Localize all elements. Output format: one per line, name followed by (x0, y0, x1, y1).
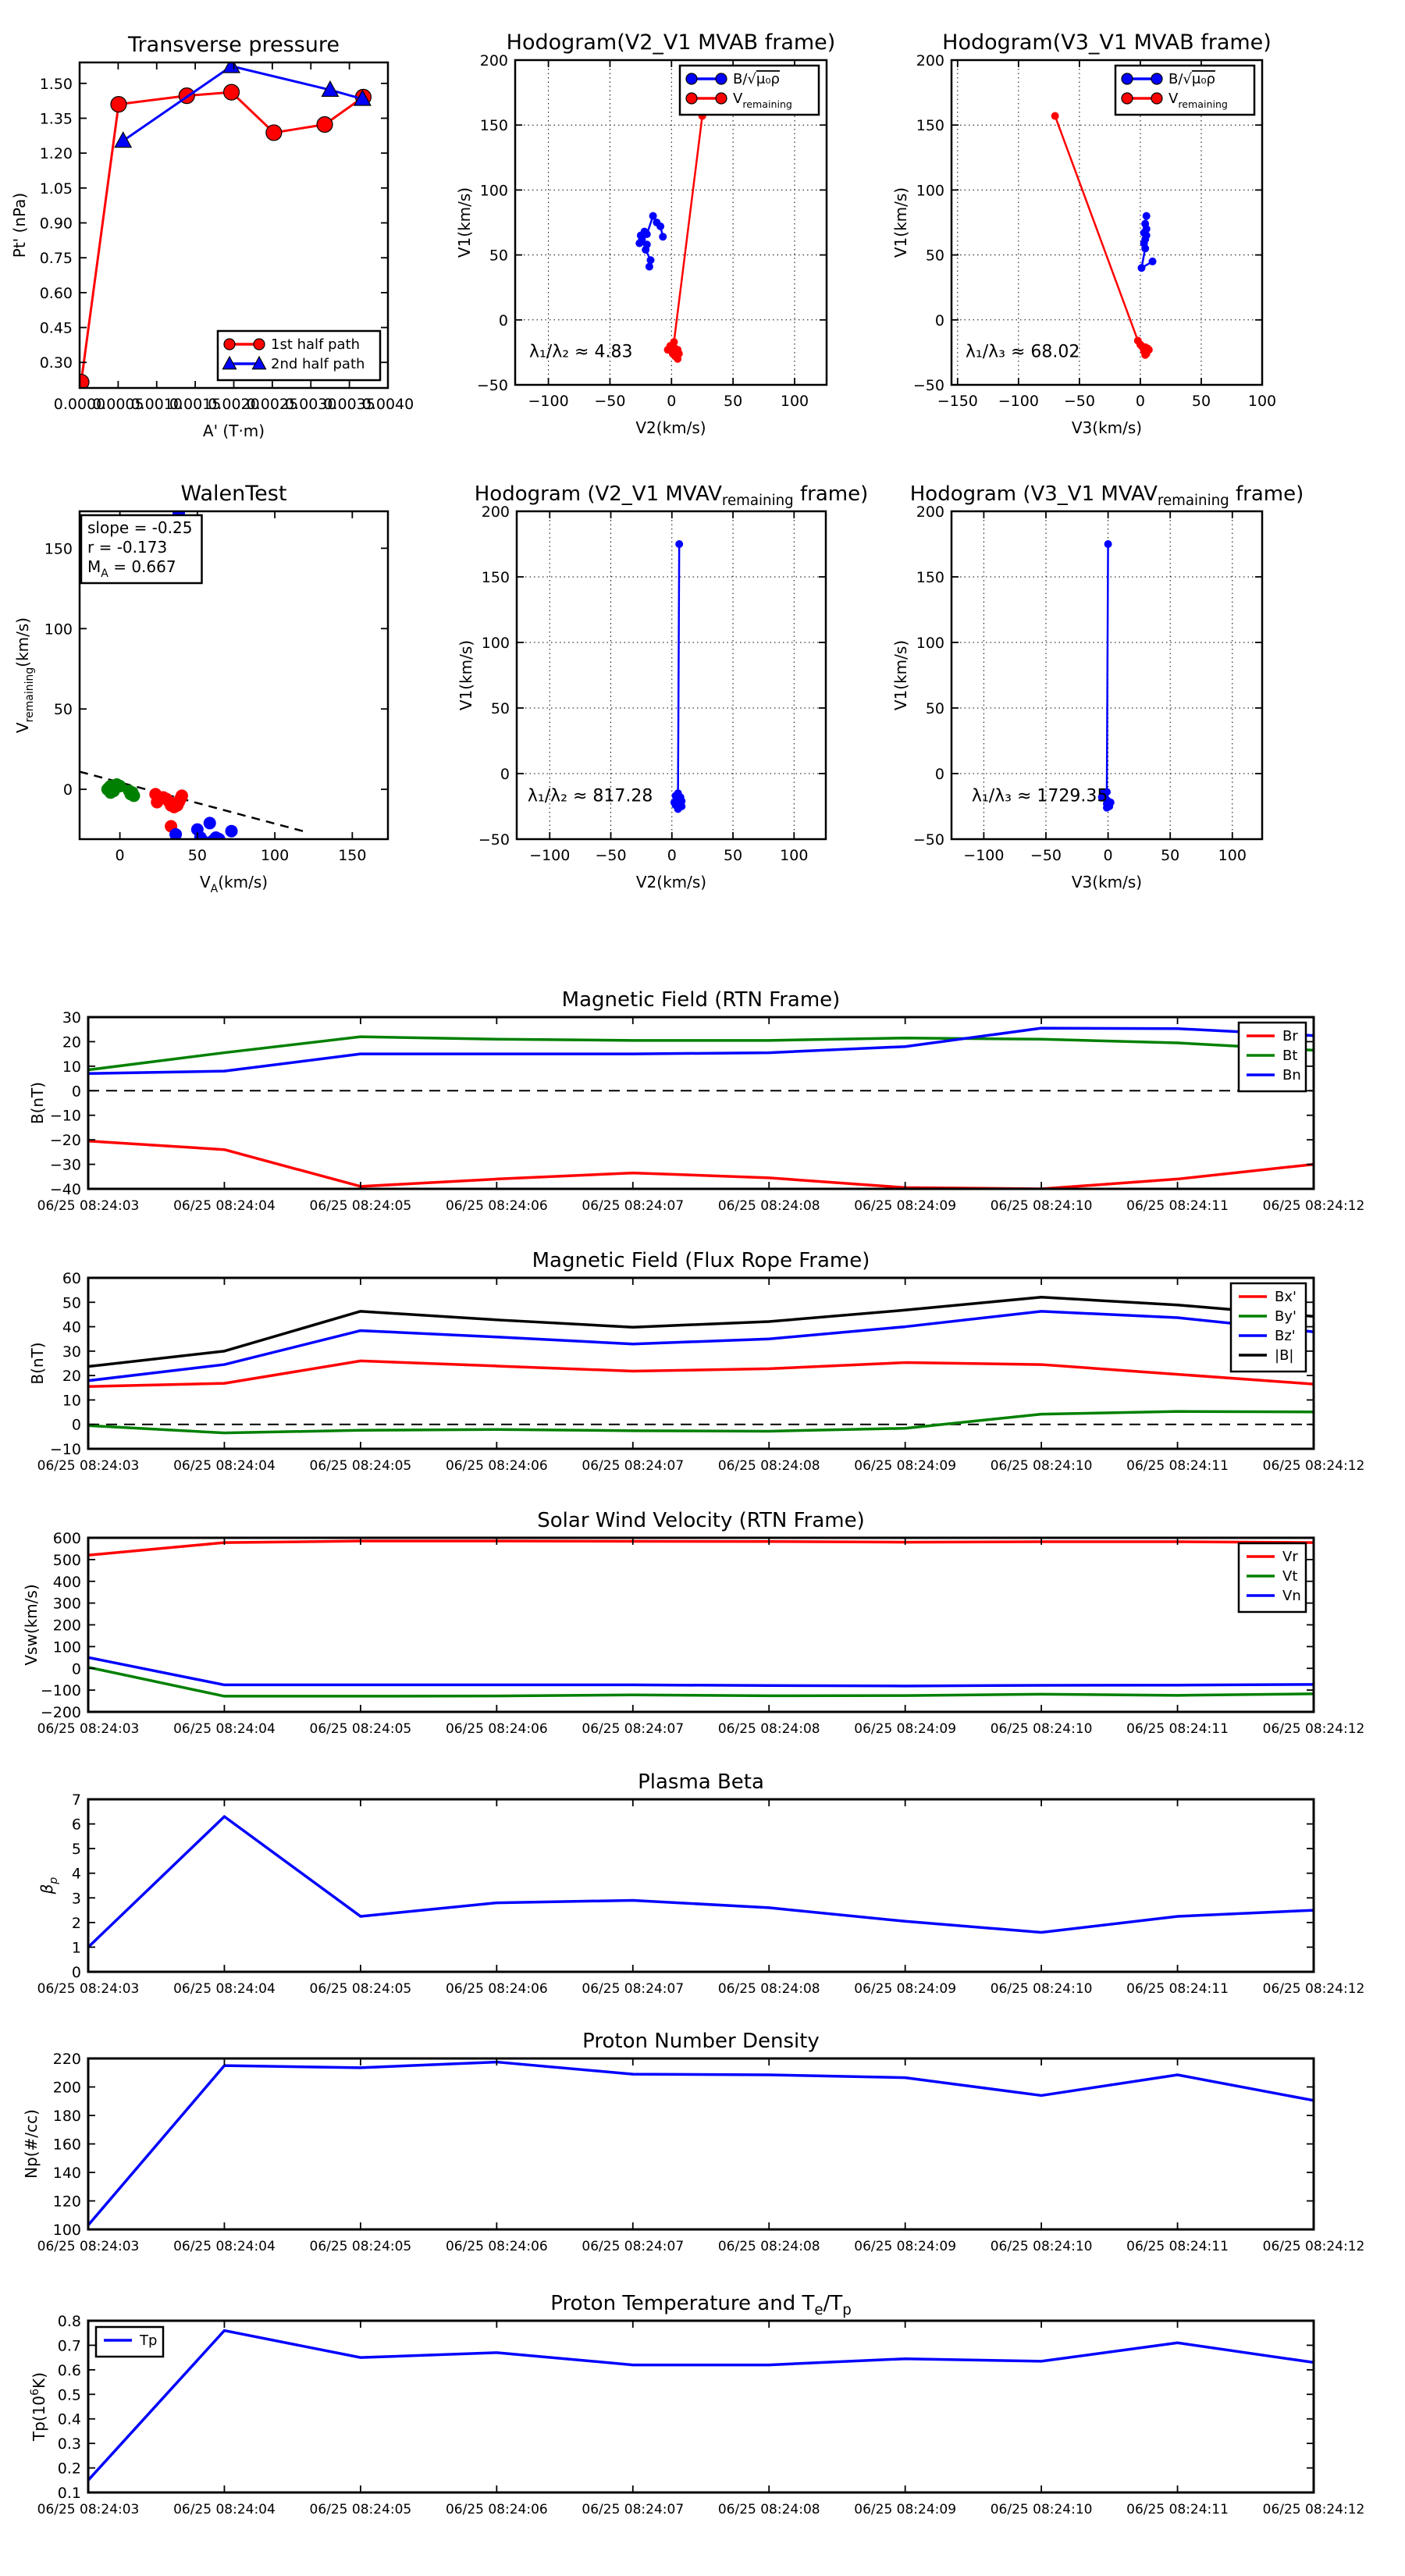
x-tick-label: 06/25 08:24:11 (1126, 1721, 1229, 1737)
legend-label-tp: Tp (140, 2332, 158, 2349)
x-axis (529, 511, 808, 864)
x-axis-label: V2(km/s) (635, 873, 707, 891)
y-axis-label: V1(km/s) (891, 639, 910, 711)
legend (1239, 1543, 1306, 1612)
x-tick-label: 100 (1218, 847, 1247, 864)
y-tick-label: 1.50 (39, 75, 73, 93)
y-tick-label: 4 (71, 1865, 81, 1883)
y-axis-label: B(nT) (28, 1342, 47, 1385)
y-axis (41, 1530, 1314, 1721)
annotation: λ₁/λ₂ ≈ 817.28 (527, 786, 653, 806)
x-tick-label: 100 (260, 847, 290, 864)
y-tick-label: −200 (40, 1704, 81, 1721)
x-tick-label: 50 (187, 847, 207, 864)
series-vt (88, 1667, 1314, 1696)
x-tick-label: 06/25 08:24:03 (37, 1198, 140, 1214)
x-tick-label: 06/25 08:24:04 (173, 1721, 276, 1737)
y-tick-label: 50 (53, 701, 73, 719)
x-tick-label: −100 (998, 393, 1039, 410)
x-tick-label: 06/25 08:24:09 (854, 1721, 957, 1737)
x-tick-label: 06/25 08:24:12 (1262, 2239, 1365, 2254)
x-tick-label: 06/25 08:24:09 (854, 1981, 957, 1997)
y-tick-label: 180 (52, 2108, 81, 2125)
x-tick-label: 0.0015 (169, 396, 222, 413)
x-tick-label: 06/25 08:24:06 (445, 1981, 548, 1997)
x-tick-label: 0.0005 (92, 396, 144, 413)
y-axis-label: Pt' (nPa) (10, 192, 29, 258)
y-tick-label: 0.90 (39, 215, 73, 233)
y-axis-label: Vsw(km/s) (22, 1584, 41, 1666)
x-tick-label: 0.0000 (53, 396, 106, 413)
stats-line: $M_A = 0.667$ (87, 557, 176, 580)
x-tick-label: 150 (338, 847, 367, 864)
y-tick-label: −50 (476, 377, 508, 394)
x-tick-label: 06/25 08:24:11 (1126, 2502, 1229, 2517)
x-tick-label: 06/25 08:24:08 (717, 1458, 820, 1474)
y-axis-label: $Tp(10^6K)$ (29, 2371, 48, 2442)
y-axis (58, 2313, 1314, 2502)
legend-label-by: By' (1275, 1308, 1297, 1325)
x-tick-label: 0.0040 (361, 396, 414, 413)
series-bn (88, 1028, 1314, 1073)
x-tick-label: 50 (724, 393, 743, 410)
y-tick-label: 160 (52, 2136, 81, 2154)
x-tick-label: 50 (1161, 847, 1180, 864)
x-tick-label: 06/25 08:24:09 (854, 2502, 957, 2517)
x-tick-label: 06/25 08:24:11 (1126, 1198, 1229, 1214)
y-tick-label: 220 (52, 2051, 81, 2068)
x-axis-label: V2(km/s) (635, 418, 706, 437)
y-tick-label: 0.60 (39, 284, 73, 302)
x-tick-label: 06/25 08:24:10 (990, 1198, 1093, 1214)
x-tick-label: 06/25 08:24:06 (445, 2502, 548, 2517)
title: Proton Temperature and $T_e/T_p$ (550, 2292, 852, 2318)
series-vr (88, 1541, 1314, 1555)
title: Magnetic Field (Flux Rope Frame) (532, 1249, 870, 1272)
y-tick-label: 0.5 (57, 2386, 81, 2404)
title: Magnetic Field (RTN Frame) (561, 988, 841, 1012)
y-tick-label: 500 (52, 1551, 81, 1569)
x-tick-label: 0.0030 (285, 396, 337, 413)
x-axis (963, 511, 1247, 864)
legend-label-bz: Bz' (1275, 1328, 1296, 1344)
x-tick-label: 06/25 08:24:03 (37, 1458, 140, 1474)
legend (1115, 66, 1254, 115)
x-tick-label: 06/25 08:24:06 (445, 1198, 548, 1214)
x-tick-label: 06/25 08:24:12 (1262, 1198, 1365, 1214)
series-v-remaining (1051, 112, 1153, 359)
x-tick-label: 06/25 08:24:03 (37, 1981, 140, 1997)
stats-line: slope = -0.25 (87, 518, 193, 537)
y-tick-label: 0.6 (57, 2361, 81, 2379)
stats-box (81, 515, 202, 583)
x-tick-label: 100 (780, 847, 809, 864)
legend-label-1st-half-path: 1st half path (271, 336, 361, 353)
y-tick-label: −50 (912, 377, 944, 394)
legend (680, 66, 819, 115)
y-axis-label: V1(km/s) (891, 187, 910, 258)
series-vn (88, 1657, 1314, 1686)
x-tick-label: 06/25 08:24:09 (854, 1458, 957, 1474)
x-axis (37, 1799, 1365, 1997)
annotation: λ₁/λ₂ ≈ 4.83 (528, 342, 633, 362)
y-tick-label: 0 (498, 311, 508, 329)
y-tick-label: 3 (71, 1890, 81, 1908)
x-tick-label: 0 (667, 393, 677, 410)
y-tick-label: 0.75 (39, 250, 73, 268)
y-tick-label: −30 (49, 1156, 81, 1174)
chart-np (22, 2030, 1364, 2254)
y-tick-label: 200 (916, 503, 944, 521)
x-tick-label: 06/25 08:24:05 (309, 1721, 412, 1737)
x-tick-label: 06/25 08:24:04 (173, 2239, 276, 2254)
legend (96, 2327, 163, 2357)
title: WalenTest (180, 482, 287, 506)
y-tick-label: 0.45 (39, 319, 73, 337)
y-tick-label: 0.3 (57, 2435, 81, 2453)
x-tick-label: 100 (780, 393, 809, 410)
x-tick-label: 06/25 08:24:05 (309, 2502, 412, 2517)
y-axis-label: $V_{remaining}(km/s)$ (13, 617, 36, 734)
y-tick-label: 150 (916, 117, 944, 135)
x-axis (37, 1278, 1365, 1474)
y-axis (72, 1791, 1314, 1981)
title: Hodogram(V2_V1 MVAB frame) (506, 30, 836, 55)
legend-label-2nd-half-path: 2nd half path (271, 356, 365, 372)
x-tick-label: 0 (667, 847, 677, 864)
x-tick-label: 06/25 08:24:05 (309, 1458, 412, 1474)
series-tp (88, 2331, 1314, 2481)
y-tick-label: 0.7 (57, 2337, 81, 2355)
y-tick-label: 10 (62, 1058, 81, 1076)
x-tick-label: 06/25 08:24:06 (445, 1721, 548, 1737)
y-tick-label: 50 (925, 247, 944, 265)
y-tick-label: 1 (71, 1939, 81, 1957)
legend-label-vt: Vt (1282, 1568, 1298, 1585)
y-tick-label: 200 (52, 2079, 81, 2097)
x-axis (37, 1017, 1365, 1214)
y-tick-label: 6 (71, 1816, 81, 1834)
chart-walen-test (13, 482, 388, 895)
y-axis-label: $\beta_p$ (37, 1877, 60, 1895)
y-tick-label: 1.20 (39, 145, 73, 163)
x-tick-label: 06/25 08:24:05 (309, 1198, 412, 1214)
x-tick-label: 06/25 08:24:06 (445, 1458, 548, 1474)
x-tick-label: 06/25 08:24:12 (1262, 1458, 1365, 1474)
x-tick-label: 06/25 08:24:10 (990, 1721, 1093, 1737)
axes-frame (88, 1799, 1314, 1972)
x-tick-label: 06/25 08:24:10 (990, 1981, 1093, 1997)
legend (218, 331, 380, 380)
legend-label-b: |B| (1275, 1347, 1294, 1364)
chart-b-fr (28, 1249, 1364, 1474)
x-tick-label: −100 (963, 847, 1005, 864)
x-tick-label: 100 (1247, 393, 1277, 410)
x-tick-label: −100 (529, 847, 571, 864)
y-tick-label: 100 (916, 182, 944, 200)
x-tick-label: 06/25 08:24:11 (1126, 1458, 1229, 1474)
y-tick-label: −10 (49, 1441, 81, 1458)
y-tick-label: 1.35 (39, 110, 73, 128)
x-tick-label: 06/25 08:24:04 (173, 1198, 276, 1214)
stats-line: r = -0.173 (87, 538, 168, 557)
y-tick-label: 0 (71, 1660, 81, 1678)
y-tick-label: 7 (71, 1791, 81, 1809)
series-v-path (670, 540, 685, 813)
y-axis (50, 1009, 1314, 1198)
chart-b-rtn (28, 988, 1364, 1214)
y-tick-label: −10 (49, 1107, 81, 1125)
y-tick-label: 0 (71, 1416, 81, 1434)
annotation: λ₁/λ₃ ≈ 68.02 (965, 342, 1080, 362)
x-tick-label: 50 (1191, 393, 1211, 410)
x-tick-label: 06/25 08:24:07 (582, 1458, 685, 1474)
chart-hodogram-v3v1-mvab (891, 30, 1276, 437)
x-tick-label: 50 (723, 847, 743, 864)
y-tick-label: 0.8 (57, 2313, 81, 2330)
y-axis (40, 76, 388, 372)
series-red-points (149, 788, 188, 832)
annotation: λ₁/λ₃ ≈ 1729.35 (971, 786, 1108, 806)
x-axis-label: V3(km/s) (1071, 873, 1143, 891)
legend (1239, 1023, 1306, 1091)
legend (1231, 1283, 1306, 1372)
y-tick-label: 0 (62, 781, 73, 799)
x-tick-label: 06/25 08:24:05 (309, 2239, 412, 2254)
title: Transverse pressure (128, 33, 340, 57)
title: Solar Wind Velocity (RTN Frame) (537, 1509, 865, 1532)
x-tick-label: 06/25 08:24:08 (717, 2239, 820, 2254)
x-tick-label: −50 (595, 847, 627, 864)
y-tick-label: 100 (44, 621, 73, 639)
x-tick-label: 0 (1135, 393, 1145, 410)
chart-hodogram-v2v1-mvav (457, 482, 868, 891)
legend-label-vn: Vn (1282, 1588, 1301, 1604)
y-tick-label: 150 (481, 569, 510, 586)
legend-label-vr: Vr (1282, 1549, 1298, 1565)
x-tick-label: 06/25 08:24:07 (582, 1981, 685, 1997)
x-axis (37, 2321, 1365, 2517)
y-axis-label: V1(km/s) (457, 639, 475, 711)
y-tick-label: 50 (489, 247, 508, 265)
y-tick-label: −100 (40, 1682, 81, 1700)
x-tick-label: 06/25 08:24:12 (1262, 1981, 1365, 1997)
legend-label-b: B/√μ₀ρ (1168, 71, 1215, 87)
x-tick-label: 06/25 08:24:08 (717, 1981, 820, 1997)
x-tick-label: 0 (1103, 847, 1113, 864)
series-br (88, 1141, 1314, 1189)
x-tick-label: 06/25 08:24:03 (37, 2239, 140, 2254)
y-tick-label: 0 (71, 1964, 81, 1981)
y-tick-label: 20 (62, 1368, 81, 1386)
y-tick-label: 40 (62, 1318, 81, 1336)
legend-label-b: B/√μ₀ρ (733, 71, 780, 87)
y-tick-label: 0 (934, 311, 944, 329)
x-tick-label: 06/25 08:24:07 (582, 2239, 685, 2254)
y-tick-label: 10 (62, 1392, 81, 1410)
x-tick-label: 06/25 08:24:03 (37, 1721, 140, 1737)
x-tick-label: 06/25 08:24:10 (990, 2502, 1093, 2517)
y-tick-label: −50 (912, 831, 944, 849)
y-tick-label: −20 (49, 1132, 81, 1150)
y-tick-label: 200 (479, 52, 508, 69)
x-tick-label: 06/25 08:24:08 (717, 1721, 820, 1737)
y-tick-label: 120 (52, 2193, 81, 2211)
legend-label-bt: Bt (1282, 1048, 1298, 1064)
x-tick-label: 06/25 08:24:07 (582, 2502, 685, 2517)
x-tick-label: 0.0025 (246, 396, 299, 413)
x-axis (37, 2058, 1365, 2254)
y-tick-label: 20 (62, 1034, 81, 1051)
y-tick-label: 100 (52, 1638, 81, 1656)
y-tick-label: 0 (71, 1083, 81, 1101)
x-tick-label: 06/25 08:24:12 (1262, 1721, 1365, 1737)
y-tick-label: 300 (52, 1595, 81, 1613)
chart-beta (37, 1770, 1365, 1997)
x-tick-label: 06/25 08:24:03 (37, 2502, 140, 2517)
y-tick-label: 0.2 (57, 2460, 81, 2478)
x-tick-label: 06/25 08:24:04 (173, 2502, 276, 2517)
y-tick-label: 0 (500, 766, 510, 783)
x-tick-label: 06/25 08:24:04 (173, 1458, 276, 1474)
x-tick-label: −100 (528, 393, 569, 410)
y-tick-label: 150 (44, 540, 73, 558)
series-beta-p (88, 1816, 1314, 1947)
y-tick-label: 5 (71, 1841, 81, 1859)
series-bx (88, 1361, 1314, 1386)
y-tick-label: 100 (916, 635, 944, 652)
title: Hodogram(V3_V1 MVAB frame) (942, 30, 1272, 55)
x-tick-label: 06/25 08:24:10 (990, 2239, 1093, 2254)
y-tick-label: 2 (71, 1914, 81, 1932)
chart-hodogram-v3v1-mvav (891, 482, 1304, 891)
y-tick-label: 150 (479, 117, 508, 135)
y-tick-label: 1.05 (39, 180, 73, 197)
y-tick-label: 50 (490, 700, 510, 717)
chart-hodogram-v2v1-mvab (455, 30, 835, 437)
y-tick-label: 600 (52, 1530, 81, 1547)
chart-transverse-pressure (10, 33, 414, 440)
y-tick-label: 200 (481, 503, 510, 521)
legend-label-bn: Bn (1282, 1067, 1301, 1083)
axes-frame (88, 2321, 1314, 2492)
x-tick-label: 06/25 08:24:08 (717, 2502, 820, 2517)
x-tick-label: 06/25 08:24:10 (990, 1458, 1093, 1474)
series-np (88, 2062, 1314, 2226)
chart-tp (29, 2292, 1364, 2517)
series-b (88, 1297, 1314, 1367)
y-tick-label: 30 (62, 1343, 81, 1361)
y-tick-label: 30 (62, 1009, 81, 1026)
y-tick-label: 100 (481, 635, 510, 652)
title: Proton Number Density (582, 2030, 820, 2053)
y-tick-label: 0.4 (57, 2411, 81, 2428)
series-v-path (1098, 540, 1115, 812)
x-tick-label: −50 (1030, 847, 1062, 864)
y-axis-label: B(nT) (28, 1081, 47, 1125)
x-tick-label: 06/25 08:24:06 (445, 2239, 548, 2254)
x-tick-label: 0.0010 (130, 396, 183, 413)
y-tick-label: 200 (916, 52, 944, 69)
y-tick-label: 140 (52, 2165, 81, 2182)
x-tick-label: 06/25 08:24:11 (1126, 2239, 1229, 2254)
x-tick-label: 06/25 08:24:08 (717, 1198, 820, 1214)
series-b (635, 212, 667, 271)
x-axis-label: $V_A(km/s)$ (199, 873, 269, 895)
x-axis-label: A' (T·m) (202, 422, 265, 440)
x-tick-label: 06/25 08:24:07 (582, 1198, 685, 1214)
y-tick-label: 100 (52, 2222, 81, 2239)
y-tick-label: 0.1 (57, 2485, 81, 2502)
y-tick-label: 0.30 (39, 354, 73, 372)
x-tick-label: 0.0035 (323, 396, 375, 413)
y-tick-label: 50 (62, 1294, 81, 1312)
x-axis-label: V3(km/s) (1071, 418, 1143, 437)
y-tick-label: 200 (52, 1617, 81, 1635)
y-tick-label: 50 (925, 700, 944, 717)
legend-label-bx: Bx' (1275, 1289, 1297, 1305)
x-tick-label: 06/25 08:24:09 (854, 2239, 957, 2254)
y-tick-label: −50 (478, 831, 510, 849)
x-tick-label: 06/25 08:24:12 (1262, 2502, 1365, 2517)
series-v-remaining (664, 112, 706, 363)
x-tick-label: −50 (1063, 393, 1095, 410)
x-tick-label: 06/25 08:24:11 (1126, 1981, 1229, 1997)
title: Hodogram (V2_V1 $MVAV_{remaining}$ frame) (474, 482, 869, 509)
x-tick-label: 06/25 08:24:05 (309, 1981, 412, 1997)
title: Hodogram (V3_V1 $MVAV_{remaining}$ frame) (909, 482, 1304, 509)
x-tick-label: 0.0020 (208, 396, 260, 413)
y-axis-label: V1(km/s) (455, 187, 474, 258)
axes-frame (88, 2058, 1314, 2229)
series-by (88, 1411, 1314, 1433)
x-tick-label: 06/25 08:24:09 (854, 1198, 957, 1214)
x-tick-label: 06/25 08:24:07 (582, 1721, 685, 1737)
y-axis-label: Np(#/cc) (22, 2109, 41, 2179)
y-tick-label: 100 (479, 182, 508, 200)
legend-label-br: Br (1282, 1028, 1298, 1044)
y-tick-label: 0 (934, 766, 944, 783)
legend-label-v-remaining: $V_{remaining}$ (1168, 91, 1228, 110)
title: Plasma Beta (638, 1770, 764, 1794)
x-axis (37, 1538, 1365, 1737)
y-tick-label: 60 (62, 1270, 81, 1287)
x-tick-label: −50 (594, 393, 626, 410)
y-axis (53, 2051, 1314, 2239)
chart-vsw (22, 1509, 1364, 1737)
legend-label-v-remaining: $V_{remaining}$ (733, 91, 792, 110)
x-tick-label: 06/25 08:24:04 (173, 1981, 276, 1997)
series-green-points (101, 778, 140, 802)
y-tick-label: 150 (916, 569, 944, 586)
y-tick-label: 400 (52, 1573, 81, 1591)
x-tick-label: 0 (115, 847, 125, 864)
x-tick-label: −150 (937, 393, 978, 410)
y-tick-label: −40 (49, 1181, 81, 1198)
